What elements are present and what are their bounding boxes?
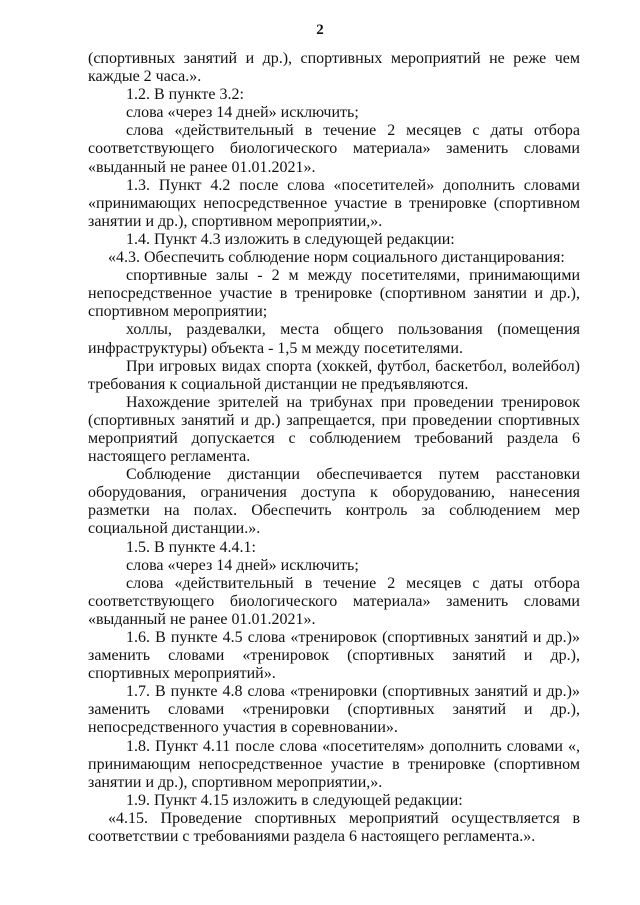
paragraph-4-15: «4.15. Проведение спортивных мероприятий осуществляется в соответствии с требованиями раздела 6 настоящего регламента.».	[88, 809, 580, 846]
paragraph-1-6: 1.6. В пункте 4.5 слова «тренировок (спортивных занятий и др.)» заменить словами «тренировок (спортивных занятий и др.), спортивных мероприятий».	[88, 629, 580, 683]
paragraph-1-9: 1.9. Пункт 4.15 изложить в следующей редакции:	[126, 791, 463, 809]
paragraph-4-3-spectators: Нахождение зрителей на трибунах при проведении тренировок (спортивных занятий и др.) запрещается, при проведении спортивных мероприятий допускается с соблюдением требований раздела 6 настоящего регламента.	[88, 393, 580, 466]
paragraph-4-3-halls: спортивные залы - 2 м между посетителями, принимающими непосредственное участие в тренировке (спортивном занятии и др.), спортивном мероприятии;	[88, 267, 580, 321]
paragraph-continuation: (спортивных занятий и др.), спортивных мероприятий не реже чем каждые 2 часа.».	[88, 50, 580, 86]
paragraph-4-3-lobbies: холлы, раздевалки, места общего пользования (помещения инфраструктуры) объекта - 1,5 м между посетителями.	[88, 321, 580, 357]
page-number: 2	[316, 22, 324, 38]
paragraph-1-2-a: слова «через 14 дней» исключить;	[126, 104, 359, 122]
paragraph-1-2-b: слова «действительный в течение 2 месяцев с даты отбора соответствующего биологического материала» заменить словами «выданный не ранее 01.01.2021».	[88, 122, 580, 176]
paragraph-4-3: «4.3. Обеспечить соблюдение норм социального дистанцирования:	[108, 249, 565, 267]
paragraph-1-4: 1.4. Пункт 4.3 изложить в следующей редакции:	[126, 230, 455, 248]
paragraph-1-3: 1.3. Пункт 4.2 после слова «посетителей» дополнить словами «принимающих непосредственное участие в тренировке (спортивном занятии и др.), спортивном мероприятии,».	[88, 176, 580, 230]
paragraph-1-5-b: слова «действительный в течение 2 месяцев с даты отбора соответствующего биологического материала» заменить словами «выданный не ранее 01.01.2021».	[88, 574, 580, 628]
paragraph-1-7: 1.7. В пункте 4.8 слова «тренировки (спортивных занятий и др.)» заменить словами «тренировки (спортивных занятий и др.), непосредственного участия в соревновании».	[88, 683, 580, 737]
paragraph-1-8: 1.8. Пункт 4.11 после слова «посетителям» дополнить словами «, принимающим непосредственное участие в тренировке (спортивном занятии и др.), спортивном мероприятии,».	[88, 737, 580, 791]
paragraph-1-5: 1.5. В пункте 4.4.1:	[126, 538, 256, 556]
paragraph-1-5-a: слова «через 14 дней» исключить;	[126, 556, 359, 574]
document-body	[88, 50, 580, 846]
paragraph-4-3-games: При игровых видах спорта (хоккей, футбол, баскетбол, волейбол) требования к социальной дистанции не предъявляются.	[88, 357, 580, 393]
paragraph-4-3-distance: Соблюдение дистанции обеспечивается путем расстановки оборудования, ограничения доступа к оборудованию, нанесения разметки на полах. Обеспечить контроль за соблюдением мер социальной дистанции.».	[88, 466, 580, 538]
paragraph-1-2: 1.2. В пункте 3.2:	[126, 86, 244, 104]
